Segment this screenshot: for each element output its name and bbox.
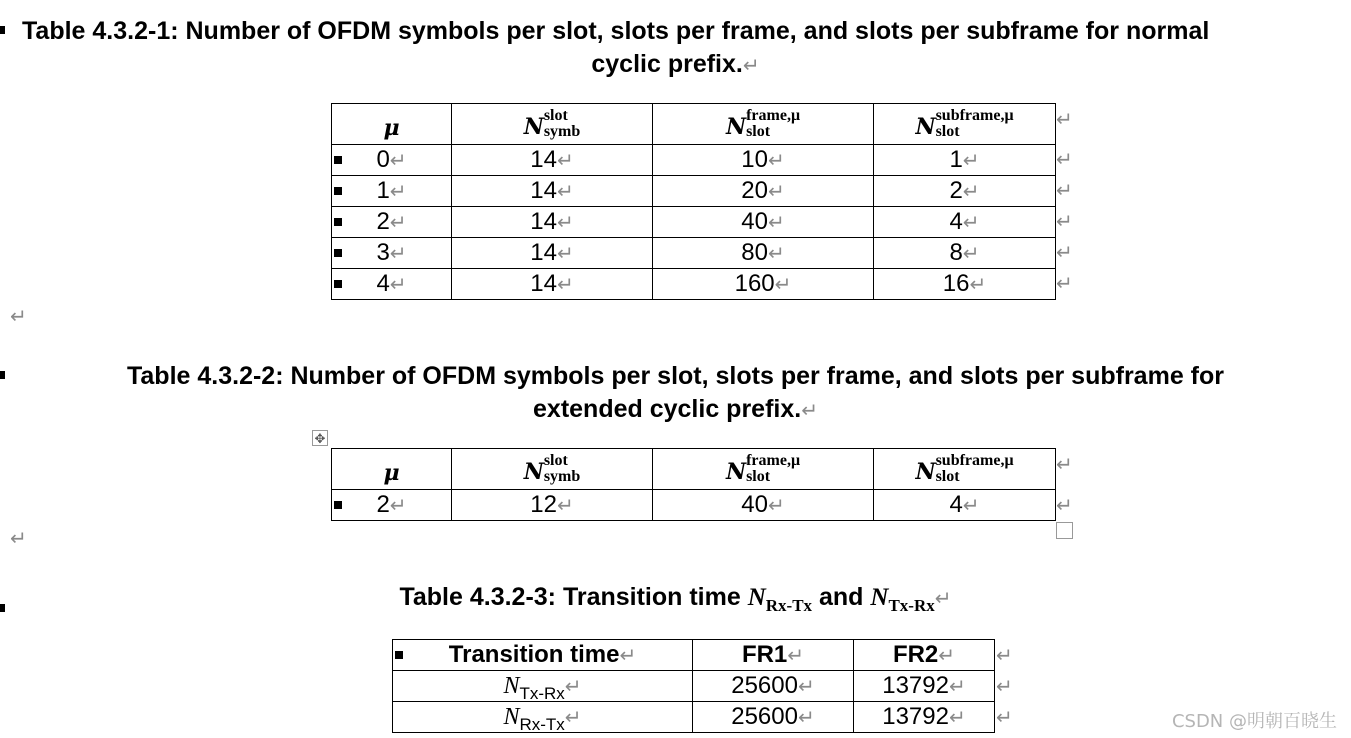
table1-header-row — [332, 104, 1056, 145]
row-end-mark: ↵ — [996, 707, 1013, 729]
row-end-mark: ↵ — [1056, 149, 1073, 171]
table3-header-row — [393, 640, 995, 671]
header-n-subframe-slot: N subframe,μ slot — [874, 104, 1056, 145]
table1-caption-cont — [0, 48, 1351, 83]
cell-frame: 80↵ — [653, 238, 874, 269]
cell-mu: 2↵ — [332, 490, 452, 521]
cell-symb: 14↵ — [452, 207, 653, 238]
table-row — [332, 269, 1056, 300]
row-end-mark: ↵ — [1056, 273, 1073, 295]
paragraph-mark: ↵ — [742, 55, 760, 77]
table1-caption-line2: cyclic prefix. — [591, 50, 743, 78]
cell-mu: 3↵ — [332, 238, 452, 269]
cell-subframe: 8↵ — [874, 238, 1056, 269]
table-resize-handle[interactable] — [1056, 522, 1073, 539]
header-n-slot-symb: N slot symb — [452, 449, 653, 490]
header-n-frame-slot: N frame,μ slot — [653, 104, 874, 145]
cell-frame: 20↵ — [653, 176, 874, 207]
table-row — [393, 671, 995, 702]
header-n-slot-symb: N slot symb — [452, 104, 653, 145]
paragraph-bullet-mark — [0, 26, 5, 34]
table-row — [332, 490, 1056, 521]
row-end-mark: ↵ — [1056, 211, 1073, 233]
cell-symb: 14↵ — [452, 176, 653, 207]
paragraph-mark: ↵ — [934, 588, 952, 610]
table2-caption — [0, 360, 1351, 428]
cell-mu: 1↵ — [332, 176, 452, 207]
table2 — [331, 448, 1056, 521]
table-row — [332, 207, 1056, 238]
table-row — [332, 176, 1056, 207]
cell-subframe: 1↵ — [874, 145, 1056, 176]
row-end-mark: ↵ — [996, 676, 1013, 698]
cell-frame: 160↵ — [653, 269, 874, 300]
header-fr2: FR2↵ — [854, 640, 995, 671]
paragraph-mark: ↵ — [801, 400, 818, 422]
cell-subframe: 2↵ — [874, 176, 1056, 207]
cell-symb: 14↵ — [452, 238, 653, 269]
cell-subframe: 4↵ — [874, 207, 1056, 238]
cell-subframe: 4↵ — [874, 490, 1056, 521]
row-end-mark: ↵ — [1056, 180, 1073, 202]
cell-frame: 40↵ — [653, 207, 874, 238]
cell-fr1: 25600↵ — [693, 671, 854, 702]
cell-mu: 2↵ — [332, 207, 452, 238]
header-transition-time: Transition time↵ — [393, 640, 693, 671]
table2-caption-line1: Table 4.3.2-2: Number of OFDM symbols per slot, slots per frame, and slots per subframe for — [126, 362, 1224, 390]
cell-symb: 14↵ — [452, 145, 653, 176]
header-n-frame-slot: N frame,μ slot — [653, 449, 874, 490]
header-mu: μ — [332, 104, 452, 145]
cell-transition: $N_{Rx-Tx}↵$ — [393, 702, 693, 733]
table1 — [331, 103, 1056, 300]
watermark: CSDN @明朝百晓生 — [1171, 711, 1337, 732]
table1-caption — [22, 15, 1351, 48]
row-end-mark: ↵ — [996, 645, 1013, 667]
table2-caption-line2: extended cyclic prefix. — [533, 395, 802, 423]
cell-fr2: 13792↵ — [854, 702, 995, 733]
table-move-handle-icon[interactable]: ✥ — [312, 430, 328, 446]
cell-subframe: 16↵ — [874, 269, 1056, 300]
table-row — [332, 145, 1056, 176]
table-row — [332, 238, 1056, 269]
table2-header-row — [332, 449, 1056, 490]
empty-paragraph-mark: ↵ — [10, 528, 27, 550]
cell-frame: 10↵ — [653, 145, 874, 176]
table-row — [393, 702, 995, 733]
cell-mu: 4↵ — [332, 269, 452, 300]
cell-symb: 12↵ — [452, 490, 653, 521]
cell-symb: 14↵ — [452, 269, 653, 300]
cell-transition: $N_{Tx-Rx}↵$ — [393, 671, 693, 702]
cell-mu: 0↵ — [332, 145, 452, 176]
table1-caption-line1: Table 4.3.2-1: Number of OFDM symbols per slot, slots per frame, and slots per subframe for normal — [22, 17, 1210, 45]
empty-paragraph-mark: ↵ — [10, 306, 27, 328]
row-end-mark: ↵ — [1056, 242, 1073, 264]
header-n-subframe-slot: N subframe,μ slot — [874, 449, 1056, 490]
cell-frame: 40↵ — [653, 490, 874, 521]
row-end-mark: ↵ — [1056, 109, 1073, 131]
row-end-mark: ↵ — [1056, 454, 1073, 476]
header-fr1: FR1↵ — [693, 640, 854, 671]
table3-caption: Table 4.3.2-3: Transition time $N_{Rx-Tx}$ and $N_{Tx-Rx}↵$ — [399, 583, 952, 615]
header-mu: μ — [332, 449, 452, 490]
table3 — [392, 639, 995, 733]
row-end-mark: ↵ — [1056, 495, 1073, 517]
cell-fr1: 25600↵ — [693, 702, 854, 733]
cell-fr2: 13792↵ — [854, 671, 995, 702]
